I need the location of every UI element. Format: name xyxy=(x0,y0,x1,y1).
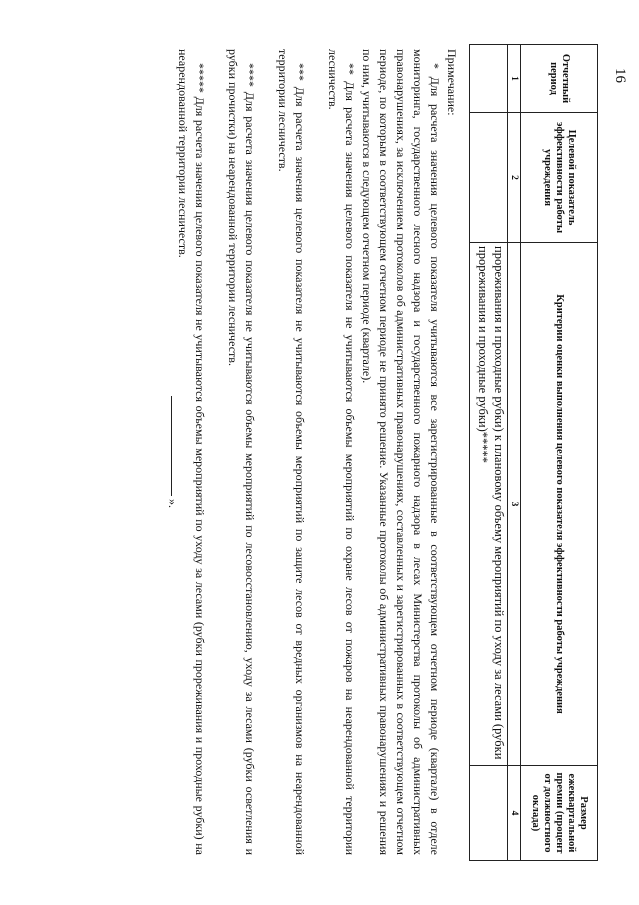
table-cell xyxy=(470,113,508,243)
column-number: 4 xyxy=(508,766,521,861)
closing-mark: ». xyxy=(166,499,180,508)
page-number: 16 xyxy=(612,68,628,83)
rotated-document-body xyxy=(108,44,598,860)
column-number: 3 xyxy=(508,243,521,766)
header-cell-period: Отчетный период xyxy=(521,45,598,113)
note-3: *** Для расчета значения целевого показателя не учитываются объемы мероприятий по защите лесов от вредных организмов на неарендованной территории лесничеств. xyxy=(276,49,307,855)
table-number-row xyxy=(508,45,521,861)
criteria-table xyxy=(469,44,598,861)
note-4: **** Для расчета значения целевого показателя не учитываются объемы мероприятий по лесовосстановлению, уходу за лесами (рубки осветления и рубки прочистки) на неарендованной территории лесничеств. xyxy=(226,49,257,855)
notes-section xyxy=(174,49,460,855)
header-cell-indicator: Целевой показатель эффективности работы учреждения xyxy=(521,113,598,243)
closing-rule xyxy=(171,396,172,496)
table-cell xyxy=(470,766,508,861)
table-cell-criteria-text: прореживания и проходные рубки) к плановому объему мероприятий по уходу за лесами (рубки прореживания и проходные рубки)***** xyxy=(470,243,508,766)
table-cell xyxy=(470,45,508,113)
column-number: 1 xyxy=(508,45,521,113)
note-2: ** Для расчета значения целевого показателя не учитываются объемы мероприятий по охране лесов от пожаров на неарендованной территории лесничеств. xyxy=(326,49,357,855)
column-number: 2 xyxy=(508,113,521,243)
table-row xyxy=(470,45,508,861)
note-5: ***** Для расчета значения целевого показателя не учитываются объемы мероприятий по уходу за лесами (рубки прореживания и проходные рубки) на неарендованной территории лесничеств. xyxy=(176,49,207,855)
notes-title: Примечание: xyxy=(445,49,459,116)
header-cell-criteria: Критерии оценки выполнения целевого показателя эффективности работы учреждения xyxy=(521,243,598,766)
note-1: * Для расчета значения целевого показателя учитываются все зарегистрированные в соответствующем отчетном периоде (квартале) в отделе мониторинга, государственного лесного надзора и государственного пожарного надзора в лесах Министерства протоколы об административных правонарушениях, за исключением протоколов об административных правонарушениях, составленных и зарегистрированных в соответствующем отчетном периоде, по которым в соответствующем отчетном периоде не принято решение. Указанные протоколы об административных правонарушениях и решения по ним, учитываются в следующем отчетном периоде (квартале). xyxy=(360,49,442,855)
header-cell-bonus: Размер ежеквартальной премии (процент от должностного оклада) xyxy=(521,766,598,861)
table-header-row xyxy=(521,45,598,861)
closing-line xyxy=(166,44,180,860)
